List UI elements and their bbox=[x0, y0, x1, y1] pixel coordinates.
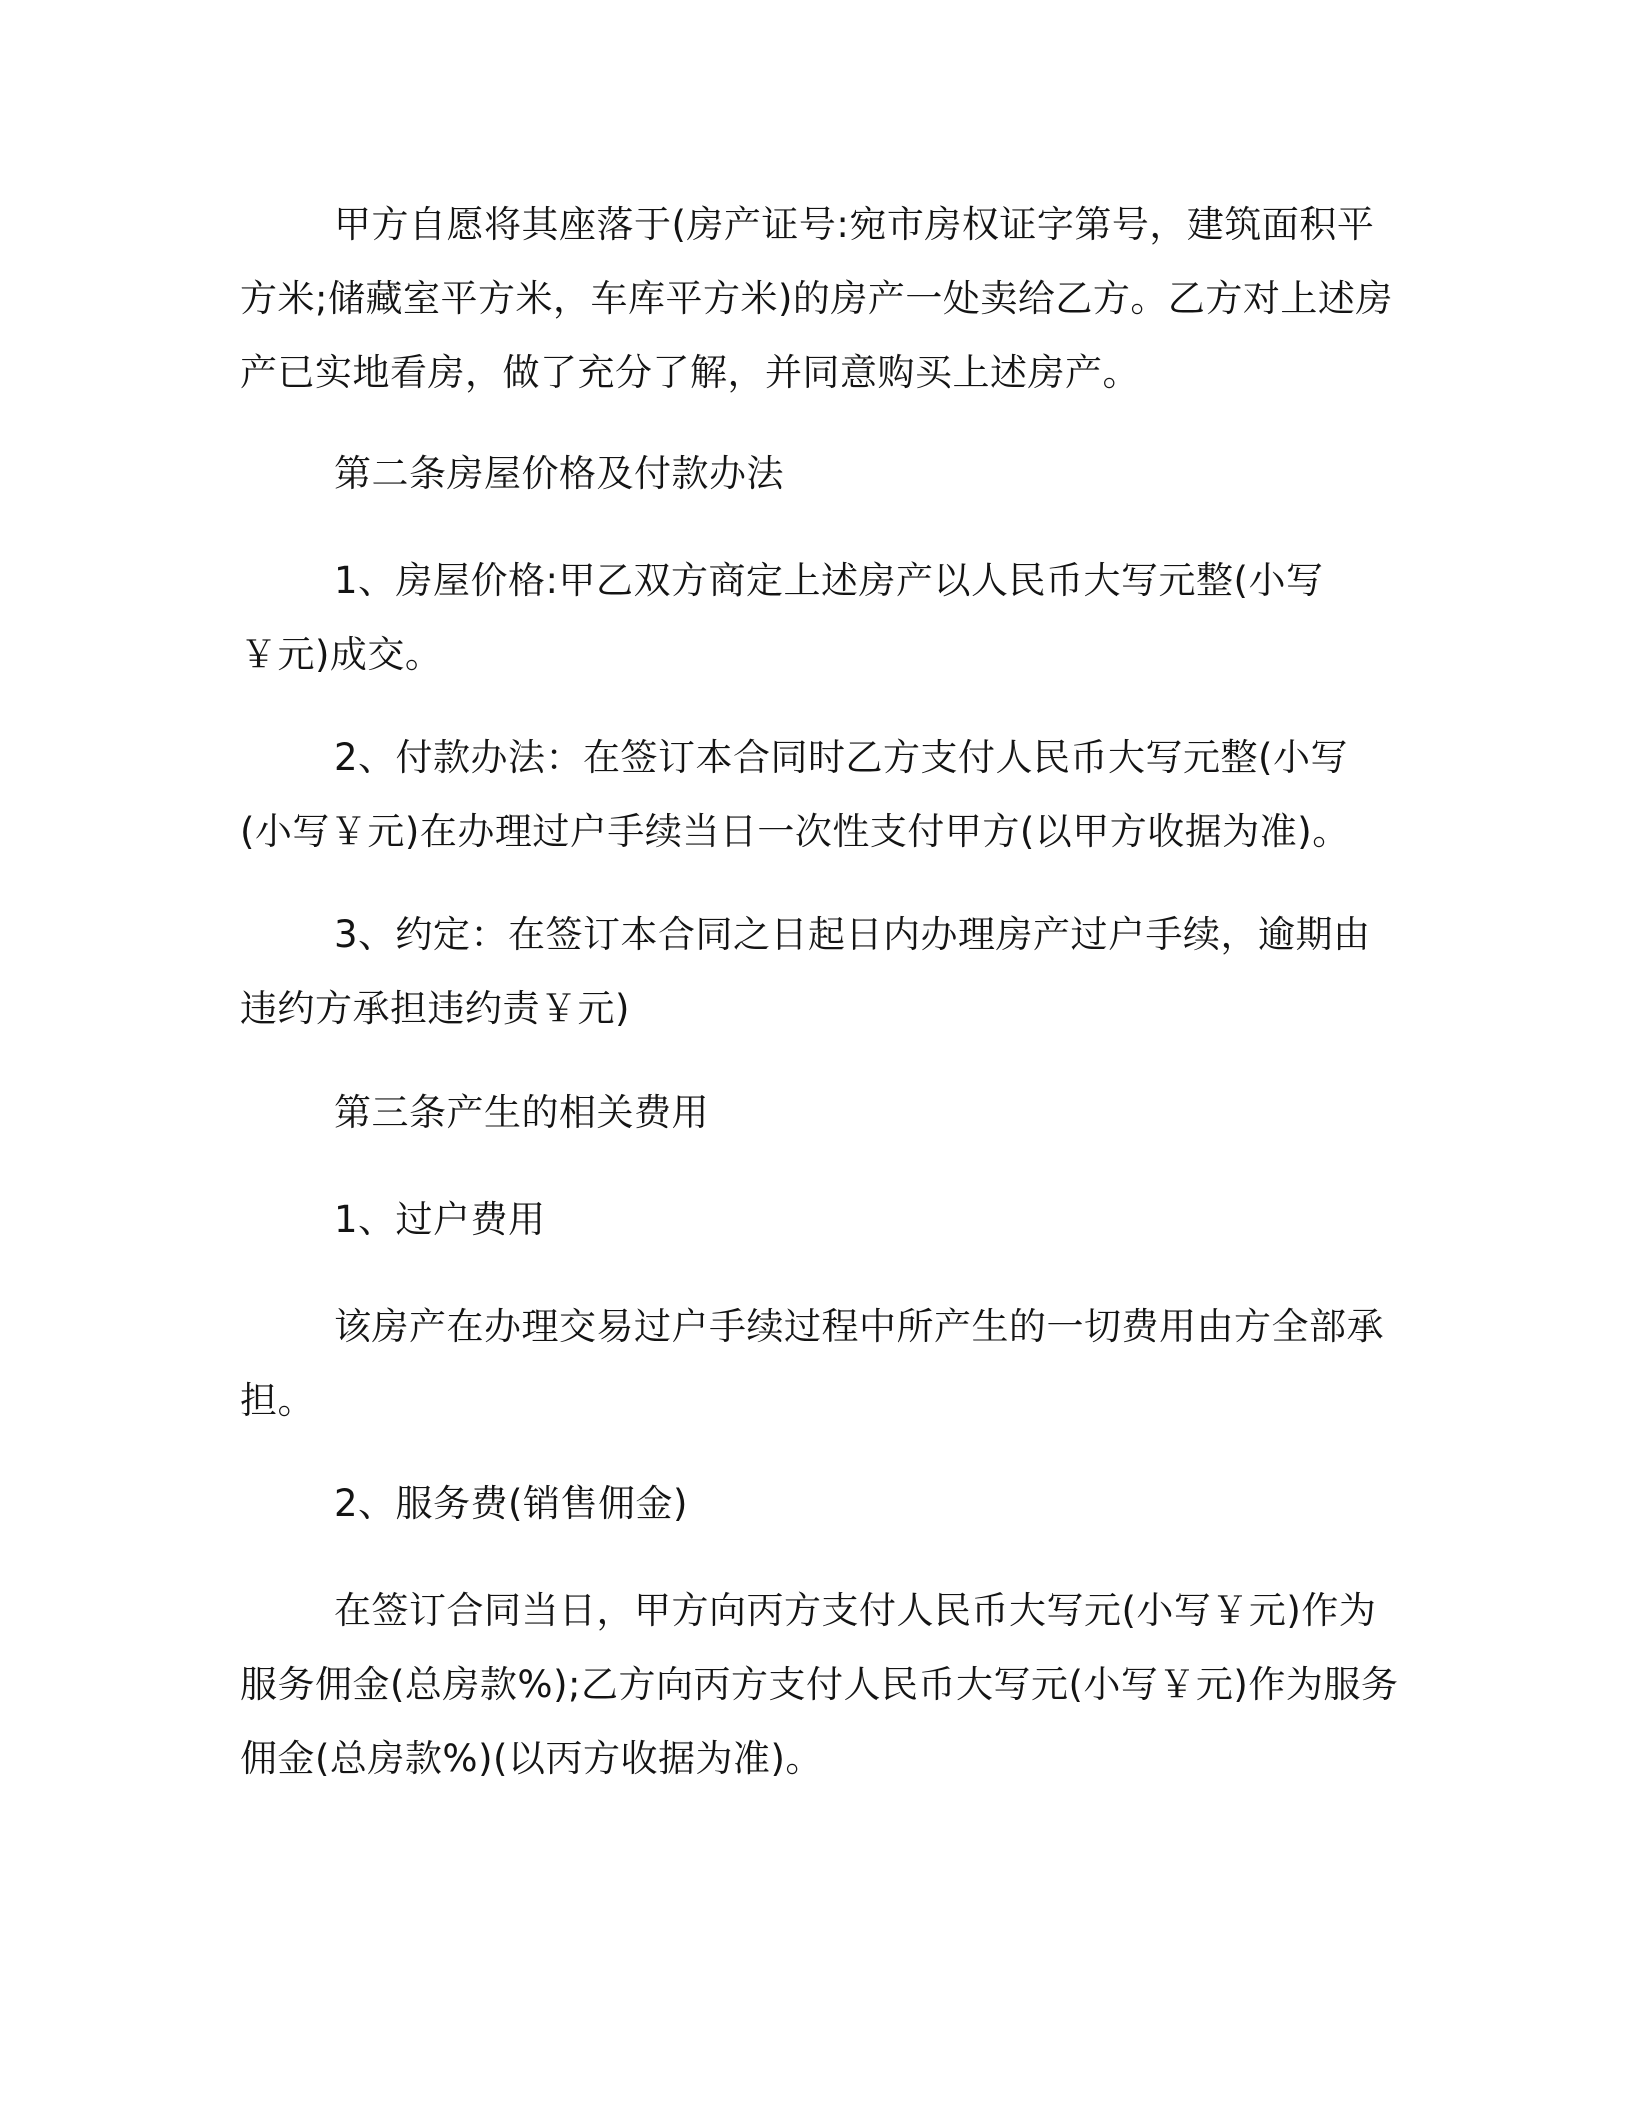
heading-article-2: 第二条房屋价格及付款办法 bbox=[334, 452, 784, 495]
subheading-transfer-fees: 1、过户费用 bbox=[334, 1198, 546, 1241]
paragraph-payment-method: 2、付款办法：在签订本合同时乙方支付人民币大写元整(小写(小写￥元)在办理过户手续当日一次性支付甲方(以甲方收据为准)。 bbox=[240, 736, 1350, 853]
heading-article-3: 第三条产生的相关费用 bbox=[334, 1091, 709, 1134]
paragraph-agreement: 3、约定：在签订本合同之日起日内办理房产过户手续，逾期由违约方承担违约责￥元) bbox=[240, 913, 1371, 1030]
paragraph-property-description: 甲方自愿将其座落于(房产证号:宛市房权证字第号，建筑面积平方米;储藏室平方米，车库平方米)的房产一处卖给乙方。乙方对上述房产已实地看房，做了充分了解，并同意购买上述房产。 bbox=[240, 203, 1393, 394]
paragraph-transfer-fees: 该房产在办理交易过户手续过程中所产生的一切费用由方全部承担。 bbox=[240, 1305, 1384, 1422]
paragraph-house-price: 1、房屋价格:甲乙双方商定上述房产以人民币大写元整(小写￥元)成交。 bbox=[240, 559, 1324, 676]
subheading-service-fee: 2、服务费(销售佣金) bbox=[334, 1482, 688, 1525]
paragraph-service-fee: 在签订合同当日，甲方向丙方支付人民币大写元(小写￥元)作为服务佣金(总房款%);乙方向丙方支付人民币大写元(小写￥元)作为服务佣金(总房款%)(以丙方收据为准)。 bbox=[240, 1589, 1399, 1780]
